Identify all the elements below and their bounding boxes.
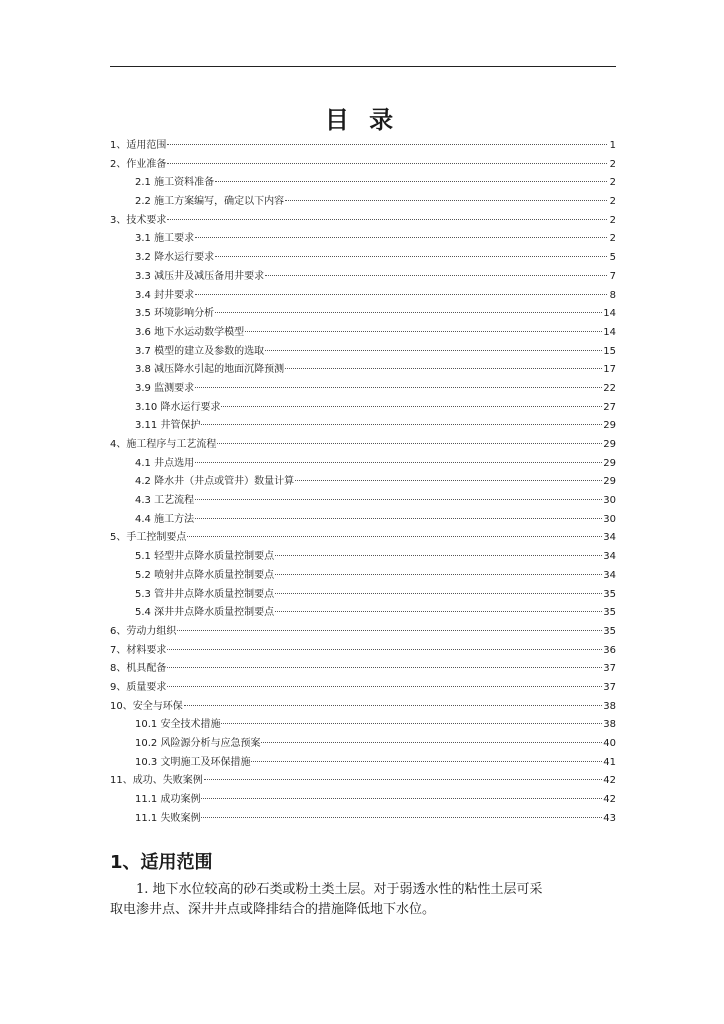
toc-leader-dots [195,294,607,295]
toc-leader-dots [167,667,602,668]
toc-entry-label: 4.2 降水井（井点或管井）数量计算 [135,476,295,488]
toc-entry-page: 22 [603,382,616,394]
toc-entry-label: 5.2 喷射井点降水质量控制要点 [135,569,275,581]
toc-entry[interactable] [110,810,616,829]
toc-entry-label: 3、技术要求 [110,214,167,226]
paragraph-line: 1. 地下水位较高的砂石类或粉土类土层。对于弱透水性的粘性土层可采 [136,882,543,897]
toc-entry-label: 2、作业准备 [110,158,167,170]
toc-entry-page: 38 [603,719,616,731]
toc-entry-label: 5、手工控制要点 [110,532,187,544]
toc-leader-dots [265,275,607,276]
section-paragraph [110,880,616,920]
toc-leader-dots [275,593,602,594]
toc-leader-dots [285,200,607,201]
toc-leader-dots [195,518,602,519]
toc-entry-page: 29 [603,420,616,432]
toc-leader-dots [295,480,602,481]
toc-entry[interactable] [110,193,616,212]
toc-entry-label: 5.1 轻型井点降水质量控制要点 [135,551,275,563]
toc-entry-page: 35 [603,625,616,637]
toc-entry[interactable] [110,716,616,735]
toc-entry[interactable] [110,735,616,754]
toc-entry-label: 3.1 施工要求 [135,233,195,245]
toc-entry[interactable] [110,380,616,399]
toc-entry-page: 5 [609,252,616,264]
toc-entry[interactable] [110,772,616,791]
toc-leader-dots [217,443,602,444]
toc-leader-dots [195,499,602,500]
toc-entry-label: 3.10 降水运行要求 [135,401,221,413]
toc-entry-label: 4.4 施工方法 [135,513,195,525]
toc-leader-dots [261,742,602,743]
toc-entry-page: 37 [603,663,616,675]
toc-entry[interactable] [110,511,616,530]
toc-entry[interactable] [110,791,616,810]
toc-entry-label: 11.1 成功案例 [135,794,201,806]
toc-entry-page: 41 [603,756,616,768]
section-heading: 1、适用范围 [110,852,213,873]
toc-entry[interactable] [110,268,616,287]
toc-entry[interactable] [110,529,616,548]
toc-entry-label: 4.3 工艺流程 [135,495,195,507]
toc-leader-dots [195,387,602,388]
toc-entry[interactable] [110,698,616,717]
toc-entry-page: 2 [609,158,616,170]
toc-entry[interactable] [110,230,616,249]
toc-entry-label: 10.1 安全技术措施 [135,719,221,731]
toc-entry-page: 2 [609,177,616,189]
toc-entry-label: 3.6 地下水运动数学模型 [135,326,245,338]
toc-leader-dots [195,237,607,238]
toc-entry-page: 30 [603,513,616,525]
toc-entry[interactable] [110,249,616,268]
toc-entry-page: 14 [603,308,616,320]
toc-entry[interactable] [110,174,616,193]
toc-entry-label: 1、适用范围 [110,140,167,151]
toc-leader-dots [245,331,602,332]
toc-entry-label: 9、质量要求 [110,681,167,693]
toc-leader-dots [265,350,602,351]
toc-entry-label: 3.11 井管保护 [135,420,201,432]
toc-entry[interactable] [110,754,616,773]
toc-entry-label: 3.2 降水运行要求 [135,252,215,264]
toc-entry-label: 5.3 管井井点降水质量控制要点 [135,588,275,600]
toc-entry-label: 6、劳动力组织 [110,625,177,637]
toc-entry-page: 8 [609,289,616,301]
toc-entry-page: 34 [603,551,616,563]
toc-entry[interactable] [110,212,616,231]
toc-entry-label: 3.7 模型的建立及参数的选取 [135,345,265,357]
toc-entry[interactable] [110,305,616,324]
toc-entry[interactable] [110,287,616,306]
toc-entry[interactable] [110,623,616,642]
toc-leader-dots [275,574,602,575]
toc-entry[interactable] [110,455,616,474]
toc-entry-page: 34 [603,532,616,544]
toc-entry[interactable] [110,642,616,661]
toc-leader-dots [215,181,607,182]
toc-leader-dots [167,686,602,687]
toc-entry-label: 3.5 环境影响分析 [135,308,215,320]
toc-entry-label: 4、施工程序与工艺流程 [110,439,217,450]
toc-entry-label: 3.4 封井要求 [135,289,195,301]
toc-entry-page: 36 [603,644,616,656]
toc-leader-dots [177,630,602,631]
toc-entry-page: 40 [603,738,616,749]
toc-entry[interactable] [110,343,616,362]
toc-entry[interactable] [110,156,616,175]
toc-leader-dots [221,406,602,407]
toc-entry-page: 27 [603,401,616,413]
toc-entry[interactable] [110,399,616,418]
toc-entry-page: 2 [609,196,616,208]
toc-entry[interactable] [110,137,616,156]
toc-entry-page: 15 [603,345,616,357]
toc-entry-page: 29 [603,476,616,488]
toc-entry-page: 1 [609,140,616,151]
toc-entry-page: 43 [603,812,616,824]
toc-entry[interactable] [110,586,616,605]
toc-entry-label: 3.9 监测要求 [135,382,195,394]
toc-entry-label: 3.3 减压井及减压备用井要求 [135,270,265,282]
toc-entry-page: 29 [603,457,616,469]
toc-entry-label: 7、材料要求 [110,644,167,656]
toc-entry-page: 35 [603,588,616,600]
toc-entry-label: 2.2 施工方案编写，确定以下内容 [135,196,285,208]
toc-entry-label: 8、机具配备 [110,663,167,675]
toc-entry-label: 11.1 失败案例 [135,812,201,824]
toc-leader-dots [201,798,602,799]
toc-entry-label: 4.1 井点选用 [135,457,195,469]
toc-entry-page: 30 [603,495,616,507]
toc-entry[interactable] [110,436,616,455]
toc-leader-dots [167,649,602,650]
toc-leader-dots [285,368,602,369]
toc-entry[interactable] [110,492,616,511]
toc-entry-page: 42 [603,794,616,806]
toc-entry[interactable] [110,679,616,698]
toc-entry-page: 38 [603,700,616,712]
toc-entry[interactable] [110,473,616,492]
toc-leader-dots [204,779,603,780]
toc-entry[interactable] [110,324,616,343]
paragraph-line: 取电渗井点、深井井点或降排结合的措施降低地下水位。 [110,902,436,917]
toc-leader-dots [201,817,602,818]
toc-leader-dots [275,611,602,612]
toc-leader-dots [215,256,607,257]
table-of-contents [110,137,616,828]
toc-leader-dots [251,761,602,762]
toc-title: 目 录 [324,105,400,134]
toc-entry-page: 37 [603,681,616,693]
toc-entry-page: 34 [603,569,616,581]
toc-leader-dots [215,312,602,313]
toc-entry-page: 29 [603,439,616,450]
toc-entry-page: 35 [603,607,616,619]
toc-entry-page: 42 [603,775,616,787]
toc-entry-label: 2.1 施工资料准备 [135,177,215,189]
toc-entry-label: 10.2 风险源分析与应急预案 [135,738,261,749]
toc-entry[interactable] [110,660,616,679]
toc-leader-dots [167,219,607,220]
toc-entry-label: 3.8 减压降水引起的地面沉降预测 [135,364,285,376]
toc-leader-dots [201,424,602,425]
toc-leader-dots [221,723,602,724]
toc-entry-page: 14 [603,326,616,338]
toc-entry-label: 10.3 文明施工及环保措施 [135,756,251,768]
toc-leader-dots [167,144,607,145]
toc-leader-dots [167,163,607,164]
toc-entry[interactable] [110,361,616,380]
toc-entry[interactable] [110,548,616,567]
toc-entry-page: 17 [603,364,616,376]
toc-leader-dots [195,462,602,463]
header-rule [110,66,616,67]
toc-leader-dots [187,536,602,537]
toc-entry-label: 5.4 深井井点降水质量控制要点 [135,607,275,619]
toc-entry[interactable] [110,604,616,623]
toc-leader-dots [275,555,602,556]
toc-entry-label: 11、成功、失败案例 [110,775,203,787]
toc-entry[interactable] [110,567,616,586]
toc-leader-dots [184,705,603,706]
toc-entry-label: 10、安全与环保 [110,700,183,712]
toc-entry-page: 2 [609,214,616,226]
toc-entry-page: 2 [609,233,616,245]
toc-entry-page: 7 [609,270,616,282]
toc-entry[interactable] [110,417,616,436]
